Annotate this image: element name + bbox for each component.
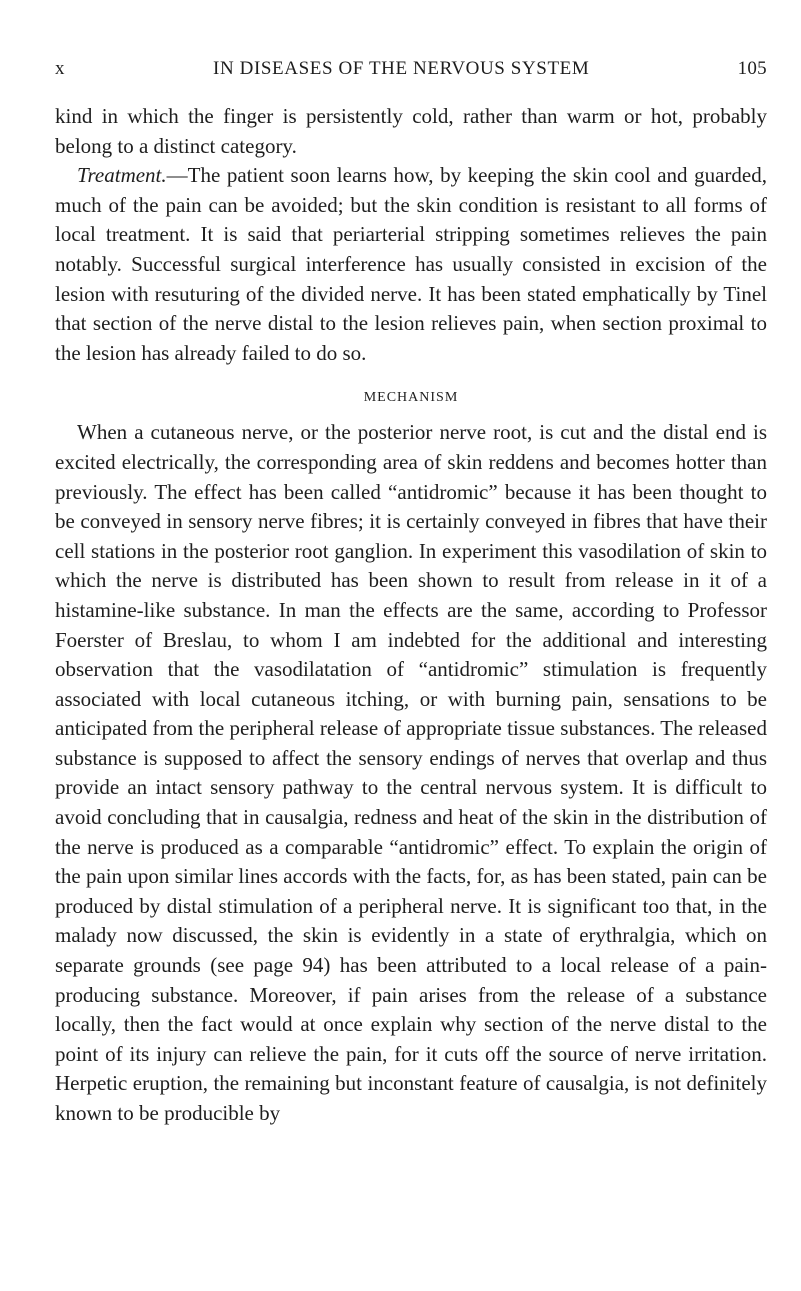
treatment-text: —The patient soon learns how, by keeping the skin cool and guarded, much of the pain can be avoided; but the skin condition is resistant to all forms of local treatment. It is said that periarterial stripping sometimes relieves the pain notably. Successful surgical interference has usually consisted in excision of the lesion with resuturing of the divided nerve. It has been stated emphatically by Tinel that section of the nerve distal to the lesion relieves pain, when section proximal to the lesion has already failed to do so. [55, 163, 767, 365]
page-number: 105 [737, 58, 767, 79]
section-heading-mechanism: MECHANISM [363, 390, 459, 406]
chapter-number: x [55, 58, 65, 79]
running-title: IN DISEASES OF THE NERVOUS SYSTEM [213, 58, 590, 79]
paragraph-continuation: kind in which the finger is persistently cold, rather than warm or hot, probably belong to a distinct category. [55, 104, 767, 158]
running-head [55, 58, 767, 88]
paragraph-mechanism: When a cutaneous nerve, or the posterior nerve root, is cut and the distal end is excited electrically, the corresponding area of skin reddens and becomes hotter than previously. The effect has been called “antidromic” because it has been thought to be conveyed in sensory nerve fibres; it is certainly conveyed in fibres that have their cell stations in the posterior root ganglion. In experiment this vasodilation of skin to which the nerve is distributed has been shown to result from release in it of a histamine-like substance. In man the effects are the same, according to Professor Foerster of Breslau, to whom I am indebted for the additional and interesting observation that the vasodilatation of “antidromic” stimulation is frequently associated with local cutaneous itching, or with burning pain, sensations to be anticipated from the peripheral release of appropriate tissue substances. The released substance is supposed to affect the sensory endings of nerves that overlap and thus provide an intact sensory pathway to the central nervous system. It is difficult to avoid concluding that in causalgia, redness and heat of the skin in the distribution of the nerve is produced as a comparable “antidromic” effect. To explain the origin of the pain upon similar lines accords with the facts, for, as has been stated, pain can be produced by distal stimulation of a peripheral nerve. It is significant too that, in the malady now discussed, the skin is evidently in a state of erythralgia, which on separate grounds (see page 94) has been attributed to a local release of a pain-producing substance. Moreover, if pain arises from the release of a substance locally, then the fact would at once explain why section of the nerve distal to the point of its injury can relieve the pain, for it cuts off the source of nerve irritation. Herpetic eruption, the remaining but inconstant feature of causalgia, is not definitely known to be producible by [55, 420, 767, 1125]
body-text [55, 102, 767, 1129]
paragraph-treatment [55, 161, 767, 368]
book-page [55, 58, 767, 1129]
treatment-label: Treatment. [77, 163, 167, 188]
